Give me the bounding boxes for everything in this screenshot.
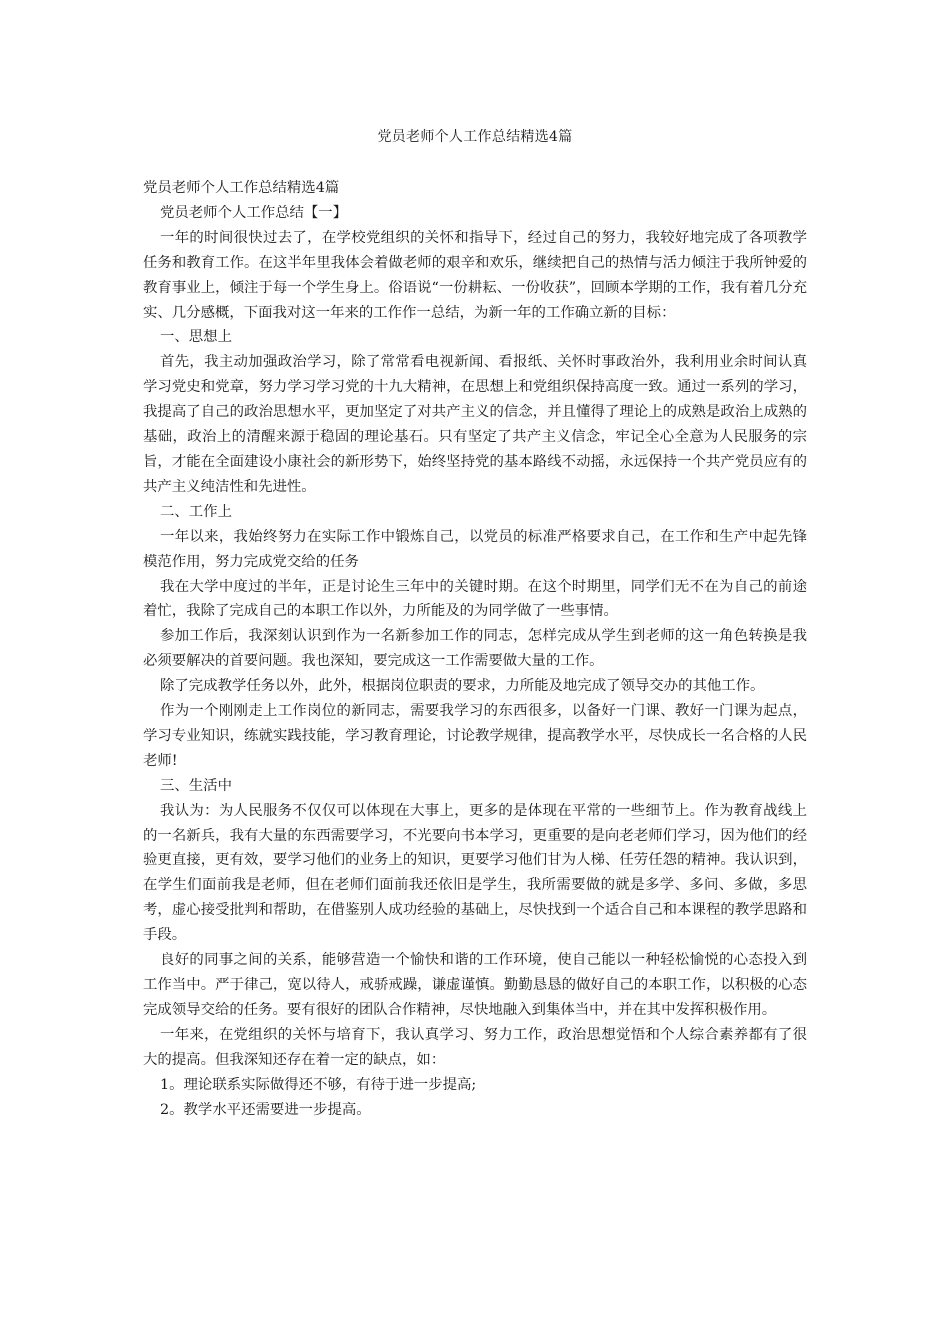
section-heading: 二、工作上 (160, 503, 232, 520)
paragraph: 首先，我主动加强政治学习，除了常常看电视新闻、看报纸、关怀时事政治外，我利用业余时间认真学习党史和党章，努力学习学习党的十九大精神，在思想上和党组织保持高度一致。通过一系列的学习，我提高了自己的政治思想水平，更加坚定了对共产主义的信念，并且懂得了理论上的成熟是政治上成熟的基础，政治上的清醒来源于稳固的理论基石。只有坚定了共产主义信念，牢记全心全意为人民服务的宗旨，才能在全面建设小康社会的新形势下，始终坚持党的基本路线不动摇，永远保持一个共产党员应有的共产主义纯洁性和先进性。 (143, 354, 807, 495)
paragraph: 我认为：为人民服务不仅仅可以体现在大事上，更多的是体现在平常的一些细节上。作为教育战线上的一名新兵，我有大量的东西需要学习，不光要向书本学习，更重要的是向老老师们学习，因为他们的经验更直接，更有效，要学习他们的业务上的知识，更要学习他们甘为人梯、任劳任怨的精神。我认识到，在学生们面前我是老师，但在老师们面前我还依旧是学生，我所需要做的就是多学、多问、多做，多思考，虚心接受批判和帮助，在借鉴别人成功经验的基础上，尽快找到一个适合自己和本课程的教学思路和手段。 (143, 802, 807, 944)
section-heading: 一、思想上 (160, 329, 232, 346)
paragraph: 良好的同事之间的关系，能够营造一个愉快和谐的工作环境，使自己能以一种轻松愉悦的心态投入到工作当中。严于律己，宽以待人，戒骄戒躁，谦虚谨慎。勤勤恳恳的做好自己的本职工作，以积极的心态完成领导交给的任务。要有很好的团队合作精神，尽快地融入到集体当中，并在其中发挥积极作用。 (143, 952, 807, 1018)
section-heading: 党员老师个人工作总结【一】 (160, 204, 348, 221)
paragraph: 一年以来，我始终努力在实际工作中锻炼自己，以党员的标准严格要求自己，在工作和生产中起先锋模范作用，努力完成党交给的任务 (143, 528, 807, 570)
paragraph: 作为一个刚刚走上工作岗位的新同志，需要我学习的东西很多，以备好一门课、教好一门课为起点，学习专业知识，练就实践技能，学习教育理论，讨论教学规律，提高教学水平，尽快成长一名合格的人民老师! (143, 703, 807, 769)
list-item: 1。理论联系实际做得还不够，有待于进一步提高; (160, 1076, 477, 1093)
section-heading: 三、生活中 (160, 777, 232, 794)
paragraph: 参加工作后，我深刻认识到作为一名新参加工作的同志，怎样完成从学生到老师的这一角色转换是我必须要解决的首要问题。我也深知，要完成这一工作需要做大量的工作。 (143, 628, 807, 670)
paragraph: 我在大学中度过的半年，正是讨论生三年中的关键时期。在这个时期里，同学们无不在为自己的前途着忙，我除了完成自己的本职工作以外，力所能及的为同学做了一些事情。 (143, 578, 807, 620)
document-body (143, 176, 807, 1122)
paragraph: 除了完成教学任务以外，此外，根据岗位职责的要求，力所能及地完成了领导交办的其他工作。 (160, 678, 765, 695)
paragraph: 一年的时间很快过去了，在学校党组织的关怀和指导下，经过自己的努力，我较好地完成了各项教学任务和教育工作。在这半年里我体会着做老师的艰辛和欢乐，继续把自己的热情与活力倾注于我所钟爱的教育事业上，倾注于每一个学生身上。俗语说“一份耕耘、一份收获”，回顾本学期的工作，我有着几分充实、几分感概，下面我对这一年来的工作作一总结，为新一年的工作确立新的目标： (143, 229, 807, 321)
paragraph: 党员老师个人工作总结精选4篇 (143, 180, 340, 196)
document-title: 党员老师个人工作总结精选4篇 (377, 129, 573, 145)
list-item: 2。教学水平还需要进一步提高。 (160, 1101, 371, 1118)
paragraph: 一年来，在党组织的关怀与培育下，我认真学习、努力工作，政治思想觉悟和个人综合素养都有了很大的提高。但我深知还存在着一定的缺点，如： (143, 1026, 807, 1068)
